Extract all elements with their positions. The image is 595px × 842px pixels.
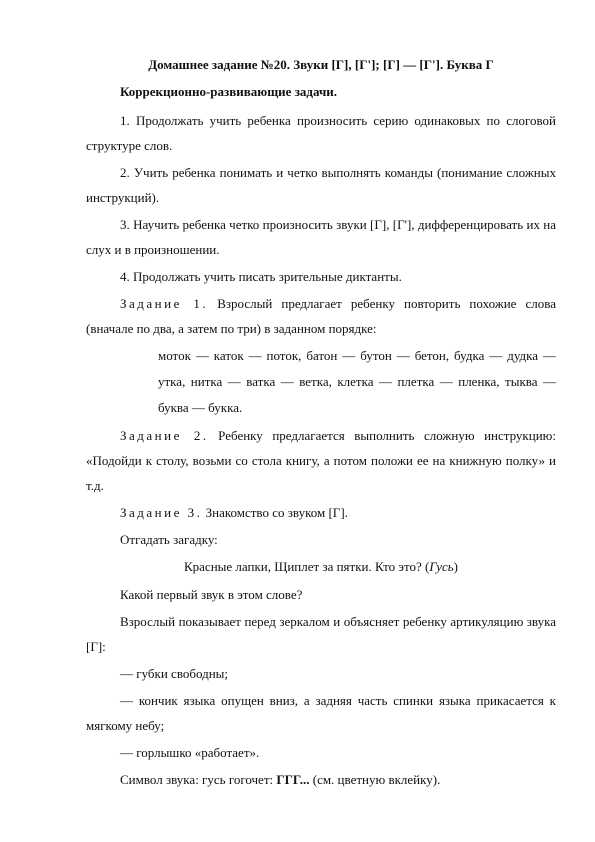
articulation-item-3: — горлышко «работает». (120, 745, 260, 760)
sound-symbol-sound: ГГГ... (276, 772, 310, 787)
exercise-3-label: Задание 3. (120, 505, 203, 520)
first-sound-question: Какой первый звук в этом слове? (120, 587, 303, 602)
exercise-3-text: Знакомство со звуком [Г]. (202, 505, 348, 520)
exercise-3-paragraph (86, 500, 556, 525)
articulation-explanation: Взрослый показывает перед зеркалом и объясняет ребенку артикуляцию звука [Г]: (86, 614, 556, 654)
exercise-2-label: Задание 2. (120, 428, 209, 443)
task-item-4: 4. Продолжать учить писать зрительные диктанты. (120, 269, 402, 284)
exercise-1-paragraph (86, 291, 556, 341)
exercise-2-paragraph (86, 423, 556, 498)
exercise-2-text: Ребенку предлагается выполнить сложную инструкцию: «Подойди к столу, возьми со стола книгу, а потом положи ее на книжную полку» и т.д. (86, 428, 556, 493)
exercise-1-label: Задание 1. (120, 296, 209, 311)
task-item-3: 3. Научить ребенка четко произносить звуки [Г], [Г'], дифференцировать их на слух и в произношении. (86, 217, 556, 257)
task-item-2: 2. Учить ребенка понимать и четко выполнять команды (понимание сложных инструкций). (86, 165, 556, 205)
riddle-text (86, 554, 556, 580)
task-item-1: 1. Продолжать учить ребенка произносить серию одинаковых по слоговой структуре слов. (86, 113, 556, 153)
page-title: Домашнее задание №20. Звуки [Г], [Г']; [Г] — [Г']. Буква Г (148, 57, 494, 72)
riddle-intro: Отгадать загадку: (120, 532, 218, 547)
sound-symbol-paragraph (86, 767, 556, 792)
document-body (86, 54, 556, 794)
riddle-close: ) (453, 559, 458, 574)
section-heading: Коррекционно-развивающие задачи. (120, 84, 338, 99)
sound-symbol-end: (см. цветную вклейку). (309, 772, 441, 787)
sound-symbol-start: Символ звука: гусь гогочет: (120, 772, 277, 787)
exercise-1-word-list: моток — каток — поток, батон — бутон — бетон, будка — дудка — утка, нитка — ватка — ветка, клетка — плетка — пленка, тыква — буква — букка. (158, 348, 556, 415)
riddle-body: Красные лапки, Щиплет за пятки. Кто это? ( (183, 559, 430, 574)
riddle-answer: Гусь (429, 559, 454, 574)
articulation-item-2: — кончик языка опущен вниз, а задняя часть спинки языка прикасается к мягкому небу; (86, 693, 556, 733)
exercise-1-text: Взрослый предлагает ребенку повторить похожие слова (вначале по два, а затем по три) в заданном порядке: (86, 296, 557, 336)
articulation-item-1: — губки свободны; (120, 666, 229, 681)
